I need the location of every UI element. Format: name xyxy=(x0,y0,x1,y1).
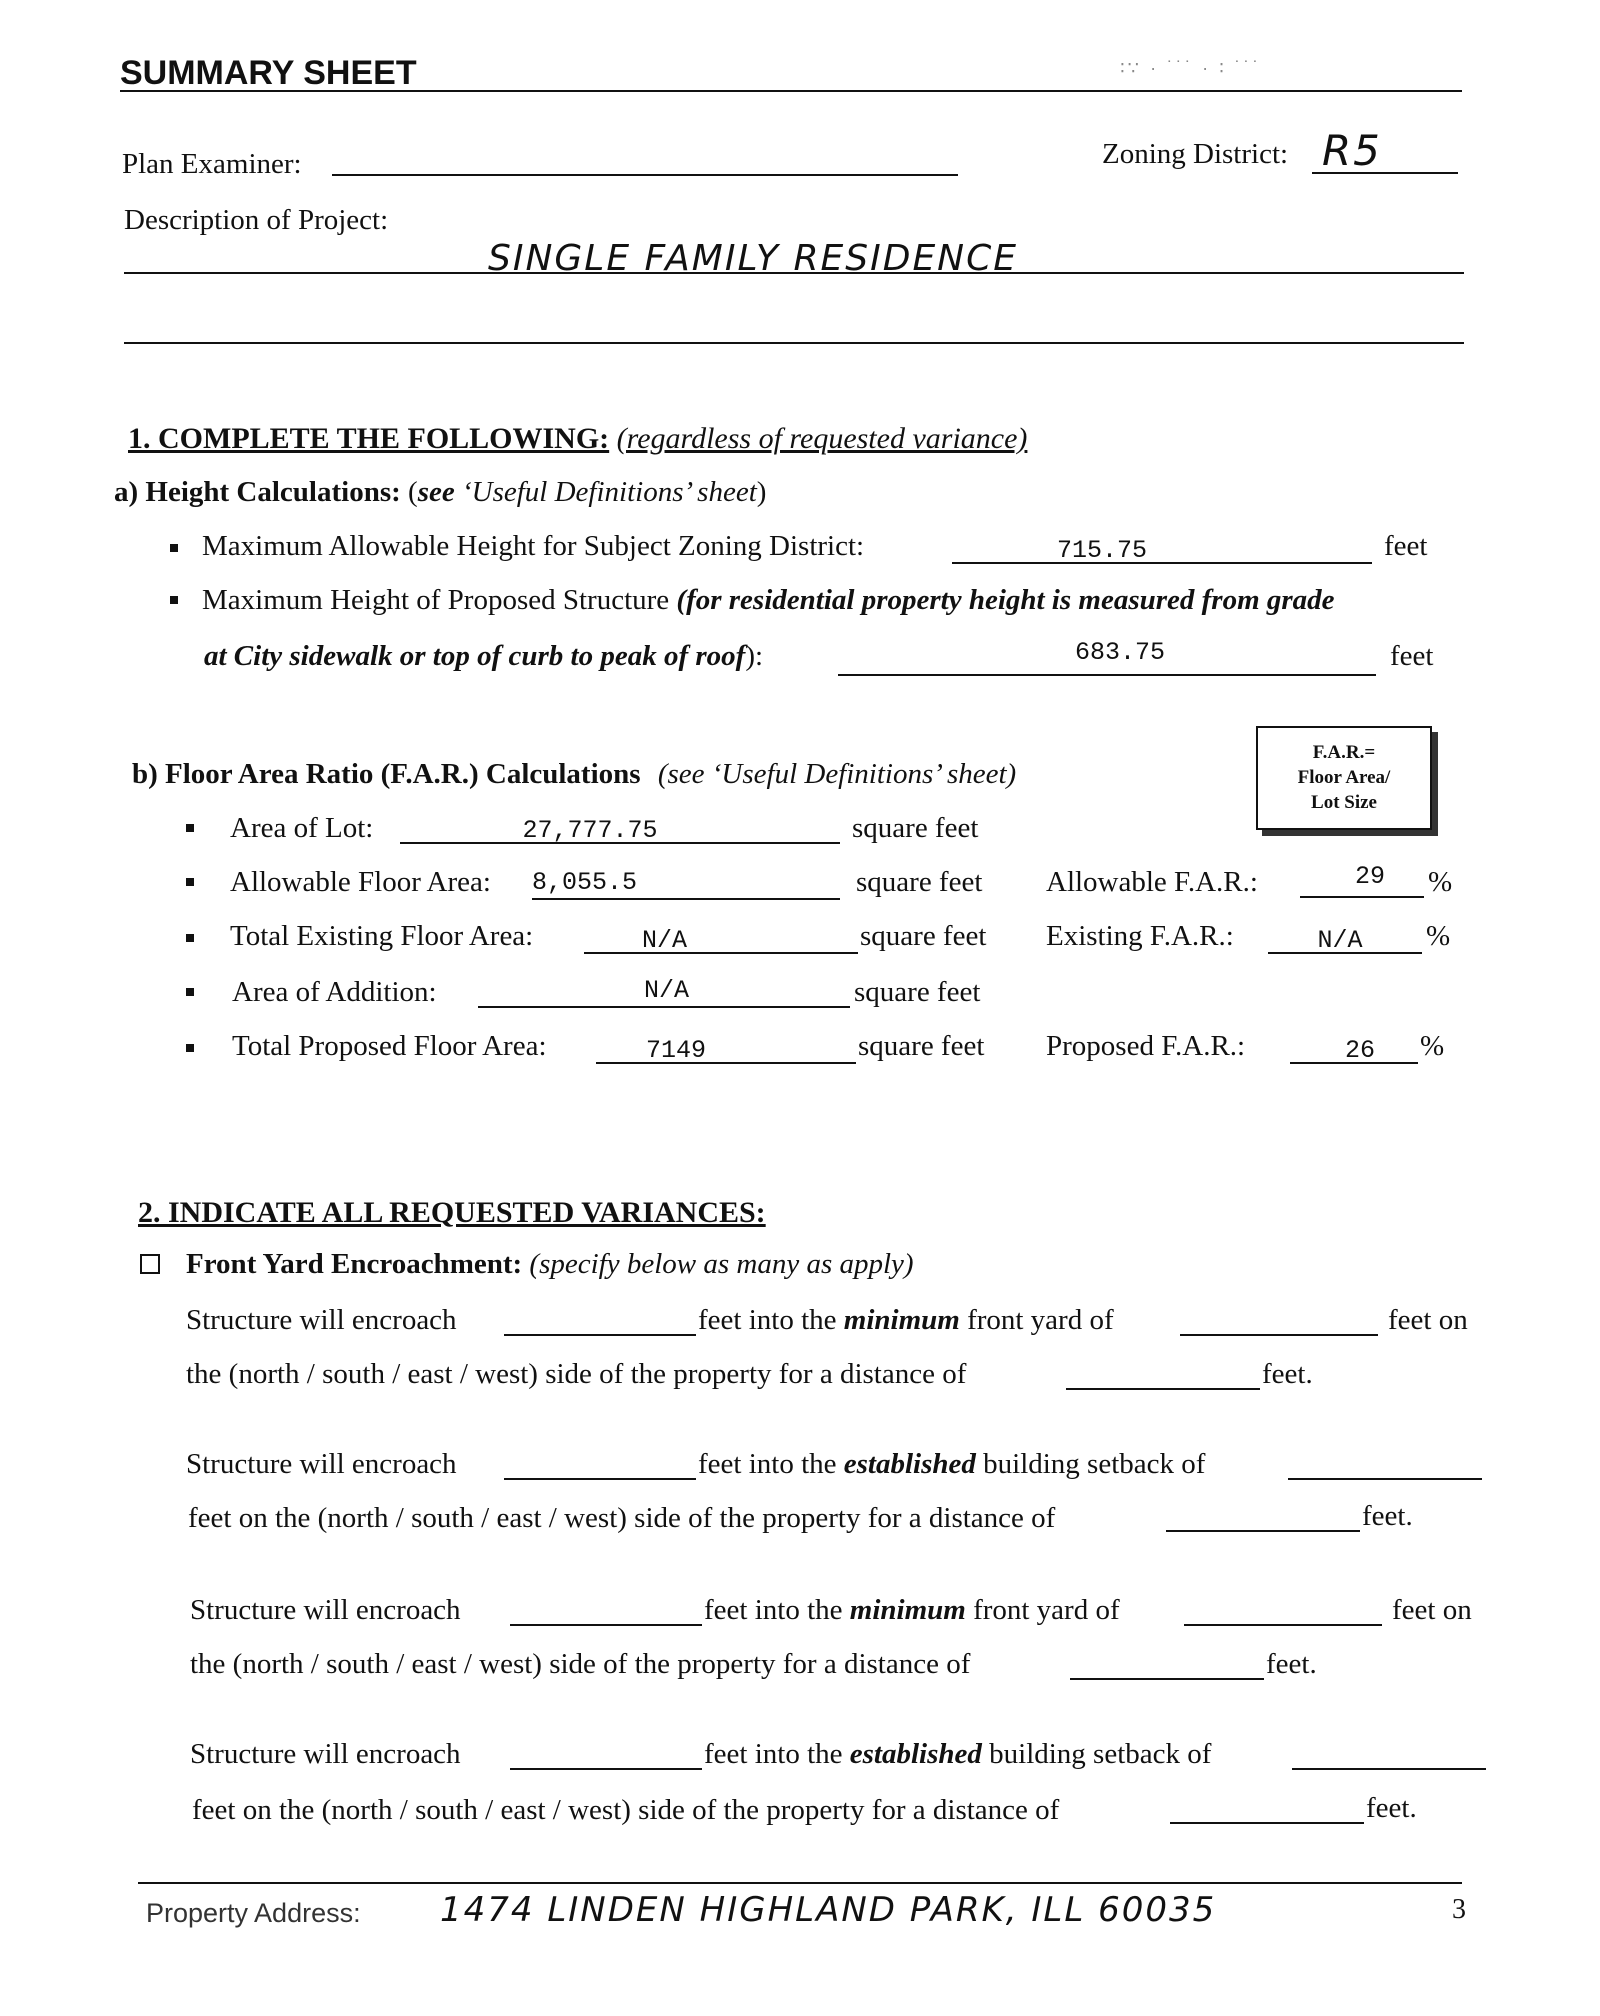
front-yard-note: (specify below as many as apply) xyxy=(529,1248,914,1280)
max-proposed-height-value: 683.75 xyxy=(1074,638,1165,667)
encroach-minimum-1-line-2: the (north / south / east / west) side of the property for a distance of xyxy=(186,1358,967,1390)
height-calc-title: a) Height Calculations: xyxy=(114,476,401,508)
encroach-established-1-text-a: Structure will encroach xyxy=(186,1448,457,1480)
page-number: 3 xyxy=(1452,1894,1466,1925)
encroach-emphasis: established xyxy=(843,1448,976,1480)
encroach-minimum-1-text-c: feet on xyxy=(1388,1304,1468,1336)
area-of-addition-field[interactable] xyxy=(478,1006,850,1008)
proposed-floor-area-label: Total Proposed Floor Area: xyxy=(232,1030,547,1062)
description-line-2[interactable] xyxy=(124,342,1464,344)
feet-unit: feet. xyxy=(1266,1648,1317,1680)
height-calc-heading xyxy=(114,476,766,509)
allowable-floor-area-label: Allowable Floor Area: xyxy=(230,866,491,898)
encroach-minimum-1-feet-field[interactable] xyxy=(504,1334,696,1336)
area-of-lot-value: 27,777.75 xyxy=(522,816,658,845)
max-proposed-height-note: (for residential property height is measured from grade xyxy=(676,584,1335,616)
encroach-minimum-2-distance-field[interactable] xyxy=(1070,1678,1264,1680)
encroach-text: front yard of xyxy=(967,1304,1114,1336)
encroach-text: feet into the xyxy=(698,1448,837,1480)
encroach-minimum-1-text-b xyxy=(698,1304,1114,1337)
bullet xyxy=(186,824,194,832)
encroach-emphasis: minimum xyxy=(843,1304,960,1336)
feet-unit: feet. xyxy=(1362,1500,1413,1532)
corner-stamp: ∶∵ · ˙˙˙ · ∶ ˙˙˙ xyxy=(1120,58,1262,78)
existing-floor-area-field[interactable] xyxy=(584,952,858,954)
height-calc-note-ref: ‘Useful Definitions’ sheet xyxy=(461,476,757,508)
max-allowable-height-value: 715.75 xyxy=(1056,536,1147,565)
front-yard-heading xyxy=(186,1248,914,1281)
proposed-floor-area-field[interactable] xyxy=(596,1062,856,1064)
square-feet-unit: square feet xyxy=(860,920,987,952)
encroach-established-2-feet-field[interactable] xyxy=(510,1768,702,1770)
encroach-minimum-1-text-a: Structure will encroach xyxy=(186,1304,457,1336)
front-yard-checkbox[interactable] xyxy=(140,1254,160,1274)
far-box-line-3: Lot Size xyxy=(1311,792,1377,813)
footer-rule xyxy=(138,1882,1462,1884)
encroach-established-2-line-2: feet on the (north / south / east / west) side of the property for a distance of xyxy=(192,1794,1060,1826)
allowable-far-field[interactable] xyxy=(1300,896,1424,898)
area-of-addition-value: N/A xyxy=(644,976,690,1005)
encroach-text: front yard of xyxy=(973,1594,1120,1626)
section-1-title: 1. COMPLETE THE FOLLOWING: xyxy=(128,422,610,455)
property-address-value: 1474 LINDEN HIGHLAND PARK, ILL 60035 xyxy=(440,1890,1217,1930)
zoning-district-value: R5 xyxy=(1322,126,1382,175)
encroach-minimum-2-text-a: Structure will encroach xyxy=(190,1594,461,1626)
far-box-line-1: F.A.R.= xyxy=(1312,742,1376,763)
encroach-established-1-text-b xyxy=(698,1448,1205,1481)
area-of-lot-label: Area of Lot: xyxy=(230,812,374,844)
encroach-established-2-distance-field[interactable] xyxy=(1170,1822,1364,1824)
front-yard-title: Front Yard Encroachment: xyxy=(186,1248,523,1280)
property-address-label: Property Address: xyxy=(146,1898,361,1928)
existing-far-label: Existing F.A.R.: xyxy=(1046,920,1234,952)
encroach-text: feet into the xyxy=(698,1304,837,1336)
max-proposed-height-label-2 xyxy=(204,640,763,673)
header-rule xyxy=(120,90,1462,92)
plan-examiner-field[interactable] xyxy=(332,174,958,176)
encroach-minimum-1-yard-field[interactable] xyxy=(1180,1334,1378,1336)
encroach-established-1-distance-field[interactable] xyxy=(1166,1530,1360,1532)
square-feet-unit: square feet xyxy=(852,812,979,844)
max-proposed-height-label xyxy=(202,584,1335,617)
max-allowable-height-label: Maximum Allowable Height for Subject Zoning District: xyxy=(202,530,865,562)
existing-far-value: N/A xyxy=(1317,926,1363,955)
section-2-heading: 2. INDICATE ALL REQUESTED VARIANCES: xyxy=(138,1196,766,1229)
allowable-floor-area-field[interactable] xyxy=(532,898,840,900)
bullet xyxy=(186,988,194,996)
height-calc-note-see: see xyxy=(417,476,455,508)
percent-unit: % xyxy=(1426,920,1451,952)
page-title: SUMMARY SHEET xyxy=(120,54,417,92)
max-proposed-height-title: Maximum Height of Proposed Structure xyxy=(202,584,670,616)
encroach-minimum-1-distance-field[interactable] xyxy=(1066,1388,1260,1390)
encroach-established-2-setback-field[interactable] xyxy=(1292,1768,1486,1770)
existing-floor-area-value: N/A xyxy=(642,926,688,955)
feet-unit: feet. xyxy=(1262,1358,1313,1390)
far-calc-heading xyxy=(132,758,1016,791)
square-feet-unit: square feet xyxy=(856,866,983,898)
far-definition-box xyxy=(1256,726,1432,830)
encroach-text: feet into the xyxy=(704,1738,843,1770)
encroach-established-1-setback-field[interactable] xyxy=(1288,1478,1482,1480)
section-1-note: (regardless of requested variance) xyxy=(616,422,1028,455)
far-box-line-2: Floor Area/ xyxy=(1297,767,1391,788)
encroach-text: building setback of xyxy=(983,1448,1206,1480)
allowable-far-label: Allowable F.A.R.: xyxy=(1046,866,1258,898)
description-line-1[interactable] xyxy=(124,272,1464,274)
proposed-far-value: 26 xyxy=(1344,1036,1375,1065)
bullet xyxy=(170,596,178,604)
max-proposed-height-note-2: at City sidewalk or top of curb to peak of roof xyxy=(204,640,746,672)
encroach-emphasis: established xyxy=(849,1738,982,1770)
encroach-established-2-text-b xyxy=(704,1738,1211,1771)
square-feet-unit: square feet xyxy=(854,976,981,1008)
proposed-far-label: Proposed F.A.R.: xyxy=(1046,1030,1246,1062)
encroach-minimum-2-line-2: the (north / south / east / west) side of the property for a distance of xyxy=(190,1648,971,1680)
zoning-district-label: Zoning District: xyxy=(1102,138,1289,170)
encroach-minimum-2-yard-field[interactable] xyxy=(1184,1624,1382,1626)
max-proposed-height-note-close: ): xyxy=(745,640,764,672)
encroach-established-2-text-a: Structure will encroach xyxy=(190,1738,461,1770)
proposed-floor-area-value: 7149 xyxy=(646,1036,707,1065)
description-label: Description of Project: xyxy=(124,204,389,236)
far-calc-note: (see ‘Useful Definitions’ sheet) xyxy=(657,758,1017,790)
section-1-heading xyxy=(128,422,1027,456)
allowable-far-value: 29 xyxy=(1354,862,1385,891)
encroach-minimum-2-feet-field[interactable] xyxy=(510,1624,702,1626)
area-of-addition-label: Area of Addition: xyxy=(232,976,437,1008)
feet-unit: feet. xyxy=(1366,1792,1417,1824)
height-calc-note-close: ) xyxy=(756,476,767,508)
encroach-text: feet into the xyxy=(704,1594,843,1626)
feet-unit: feet xyxy=(1384,530,1428,562)
bullet xyxy=(186,878,194,886)
encroach-established-1-line-2: feet on the (north / south / east / west) side of the property for a distance of xyxy=(188,1502,1056,1534)
encroach-minimum-2-text-b xyxy=(704,1594,1120,1627)
percent-unit: % xyxy=(1420,1030,1445,1062)
square-feet-unit: square feet xyxy=(858,1030,985,1062)
max-proposed-height-field[interactable] xyxy=(838,674,1376,676)
allowable-floor-area-value: 8,055.5 xyxy=(532,868,638,897)
height-calc-note-open: ( xyxy=(408,476,418,508)
far-calc-title: b) Floor Area Ratio (F.A.R.) Calculations xyxy=(132,758,641,790)
encroach-text: building setback of xyxy=(989,1738,1212,1770)
percent-unit: % xyxy=(1428,866,1453,898)
feet-unit: feet xyxy=(1390,640,1434,672)
bullet xyxy=(170,544,178,552)
encroach-minimum-2-text-c: feet on xyxy=(1392,1594,1472,1626)
encroach-emphasis: minimum xyxy=(849,1594,966,1626)
encroach-established-1-feet-field[interactable] xyxy=(504,1478,696,1480)
existing-floor-area-label: Total Existing Floor Area: xyxy=(230,920,534,952)
bullet xyxy=(186,1044,194,1052)
bullet xyxy=(186,934,194,942)
description-value: SINGLE FAMILY RESIDENCE xyxy=(488,238,1018,279)
plan-examiner-label: Plan Examiner: xyxy=(122,148,302,180)
